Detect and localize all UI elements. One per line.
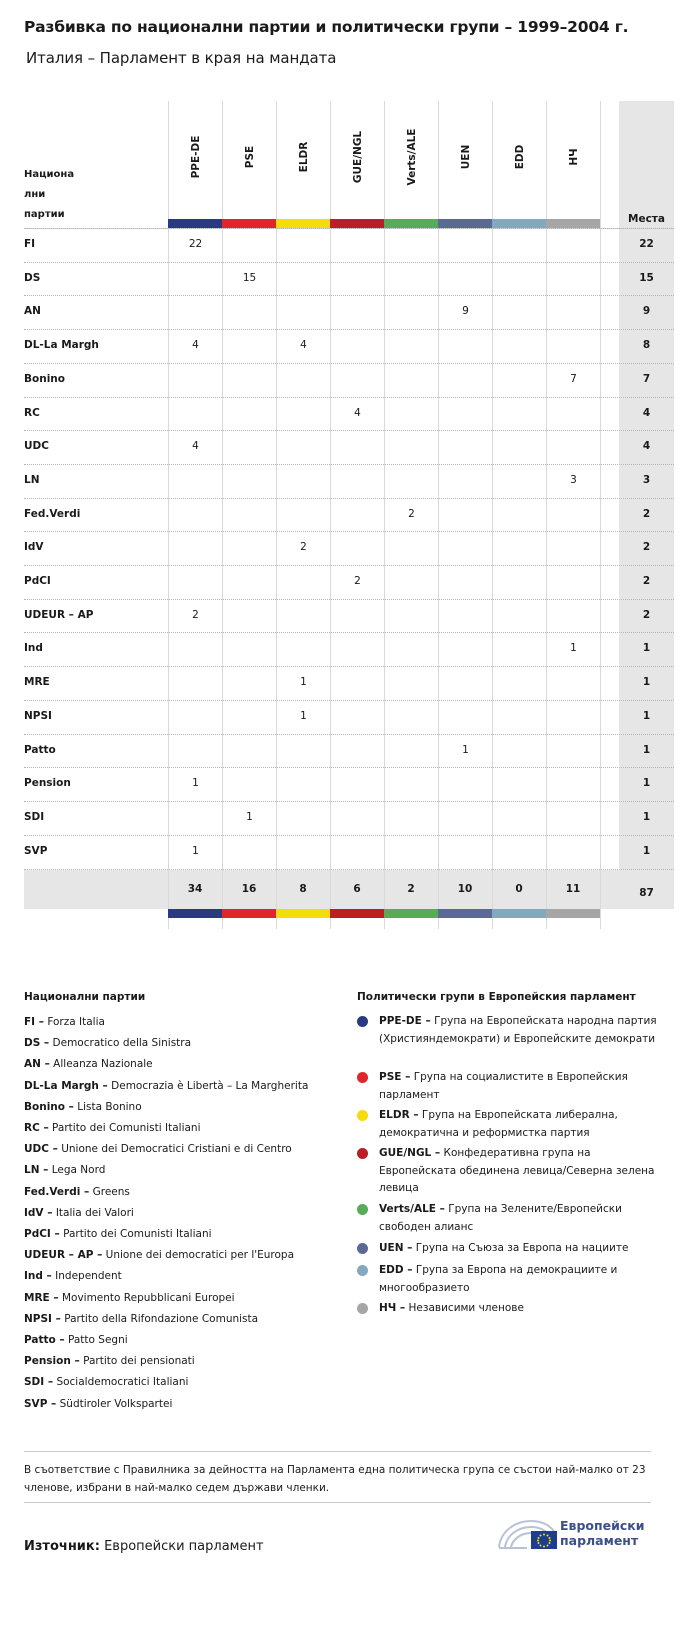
table-cell: 1 — [300, 709, 307, 722]
seats-value: 1 — [642, 810, 651, 823]
source-value: Европейски парламент — [104, 1539, 264, 1554]
party-abbr: IdV – — [24, 1206, 53, 1219]
table-row — [24, 295, 674, 330]
party-name: NPSI — [24, 709, 52, 722]
table-row — [24, 329, 674, 364]
group-color-dot — [357, 1110, 368, 1121]
table-row — [24, 599, 674, 634]
party-fullname: Greens — [92, 1185, 130, 1198]
group-color-dot — [357, 1303, 368, 1314]
seats-value: 9 — [642, 305, 651, 318]
party-legend-item — [24, 1206, 134, 1220]
source-label: Източник: — [24, 1539, 100, 1554]
group-description: Група на Европейската либерална, демократична и реформистка партия — [379, 1109, 618, 1139]
group-color-bar-bottom — [222, 909, 276, 918]
footnote: В съответствие с Правилника за дейността на Парламента една политическа група се състои най-малко от 23 членове, избрани в най-малко седем държави членки. — [24, 1464, 646, 1494]
group-color-bar — [384, 219, 438, 228]
group-total: 6 — [353, 883, 361, 895]
table-cell: 3 — [570, 473, 577, 486]
party-legend-item — [24, 1375, 188, 1389]
party-abbr: DL-La Margh – — [24, 1079, 108, 1092]
group-description: Група на Зелените/Европейски свободен алианс — [379, 1203, 622, 1233]
group-column-header — [438, 101, 493, 236]
party-name: Bonino — [24, 372, 65, 385]
table-row — [24, 430, 674, 465]
party-abbr: SVP – — [24, 1397, 57, 1410]
group-abbr: ELDR – — [379, 1109, 419, 1121]
party-abbr: FI – — [24, 1016, 44, 1028]
seats-value: 1 — [642, 777, 651, 790]
party-fullname: Forza Italia — [47, 1016, 105, 1028]
group-color-bar — [222, 219, 276, 228]
party-abbr: Pension – — [24, 1355, 80, 1368]
table-row — [24, 734, 674, 769]
group-column-header — [168, 101, 223, 236]
table-cell: 1 — [300, 676, 307, 689]
party-legend-item — [24, 1079, 308, 1093]
group-label: UEN — [459, 144, 472, 170]
seats-value: 7 — [642, 372, 651, 385]
logo-text: Европейски парламент — [560, 1518, 645, 1548]
table-cell: 7 — [570, 372, 577, 385]
seats-column-header: Места — [628, 213, 665, 225]
party-abbr: SDI – — [24, 1376, 54, 1389]
party-legend-item — [24, 1397, 172, 1411]
party-fullname: Partito della Rifondazione Comunista — [64, 1312, 259, 1325]
group-color-bar-bottom — [492, 909, 546, 918]
table-cell: 4 — [300, 339, 307, 352]
party-fullname: Partito dei Comunisti Italiani — [63, 1228, 212, 1240]
table-row — [24, 363, 674, 398]
party-fullname: Alleanza Nazionale — [53, 1058, 153, 1071]
group-color-bar-bottom — [276, 909, 330, 918]
party-fullname: Patto Segni — [68, 1334, 128, 1346]
group-color-dot — [357, 1072, 368, 1083]
seats-value: 1 — [642, 676, 651, 689]
table-row — [24, 464, 674, 499]
group-color-dot — [357, 1243, 368, 1254]
party-legend-item — [24, 1269, 122, 1283]
seats-value: 1 — [642, 844, 651, 857]
group-total: 11 — [565, 883, 581, 895]
table-divider — [24, 929, 674, 930]
seats-value: 1 — [642, 743, 651, 756]
page-subtitle: Италия – Парламент в края на мандата — [26, 49, 337, 67]
party-name: RC — [24, 406, 40, 419]
table-cell: 4 — [192, 440, 199, 453]
party-legend-item — [24, 1312, 258, 1326]
group-total: 16 — [241, 883, 257, 895]
party-legend-item — [24, 1291, 235, 1305]
group-description: Конфедеративна група на Европейската обединена левица/Северна зелена левица — [379, 1147, 655, 1194]
group-description: Група за Европа на демокрациите и многообразието — [379, 1264, 618, 1294]
table-row — [24, 531, 674, 566]
seats-table — [24, 101, 674, 954]
party-legend-item — [24, 1036, 191, 1050]
group-description: Независими членове — [408, 1302, 524, 1314]
group-abbr: UEN – — [379, 1242, 413, 1254]
group-abbr: EDD – — [379, 1264, 413, 1276]
party-fullname: Democratico della Sinistra — [52, 1037, 192, 1050]
group-column-header — [276, 101, 331, 236]
group-color-bar — [276, 219, 330, 228]
party-name: Ind — [24, 642, 43, 655]
party-fullname: Lista Bonino — [77, 1100, 142, 1113]
group-color-bar-bottom — [168, 909, 222, 918]
party-name: Fed.Verdi — [24, 507, 81, 520]
group-label: НЧ — [567, 148, 580, 166]
group-color-bar-bottom — [330, 909, 384, 918]
group-total: 2 — [407, 883, 415, 895]
party-legend-item — [24, 1057, 153, 1071]
group-description: Група на социалистите в Европейския парламент — [379, 1071, 628, 1101]
groups-legend-title: Политически групи в Европейския парламент — [357, 991, 636, 1003]
note-divider-bottom — [24, 1502, 651, 1503]
table-cell: 2 — [300, 541, 307, 554]
seats-value: 22 — [639, 238, 654, 250]
table-row — [24, 397, 674, 432]
seats-value: 4 — [642, 440, 651, 453]
totals-divider — [24, 869, 674, 870]
party-abbr: Fed.Verdi – — [24, 1185, 90, 1198]
table-cell: 1 — [462, 743, 469, 756]
party-legend-item — [24, 1354, 195, 1368]
group-color-bar-bottom — [384, 909, 438, 918]
seats-value: 1 — [642, 642, 651, 655]
group-label: GUE/NGL — [351, 130, 364, 184]
group-description: Група на Съюза за Европа на нациите — [415, 1242, 629, 1254]
group-color-bar — [492, 219, 546, 228]
party-legend-item — [24, 1163, 105, 1177]
parties-legend-title: Национални партии — [24, 991, 146, 1003]
group-column-header — [330, 101, 385, 236]
party-abbr: Bonino – — [24, 1100, 74, 1113]
party-legend-item — [24, 1248, 294, 1262]
party-abbr: AN – — [24, 1058, 50, 1071]
party-fullname: Socialdemocratici Italiani — [56, 1376, 189, 1389]
group-column-header — [546, 101, 601, 236]
party-name: LN — [24, 473, 40, 486]
table-cell: 1 — [192, 844, 199, 857]
party-name: IdV — [24, 541, 44, 554]
group-description: Група на Европейската народна партия (Християндемократи) и Европейските демократи — [379, 1015, 657, 1045]
group-abbr: Verts/ALE – — [379, 1203, 445, 1215]
seats-value: 8 — [642, 339, 651, 352]
group-color-bar-bottom — [438, 909, 492, 918]
table-cell: 4 — [192, 339, 199, 352]
seats-value: 2 — [642, 541, 651, 554]
party-fullname: Lega Nord — [51, 1164, 106, 1177]
total-seats: 87 — [639, 887, 654, 899]
table-row — [24, 565, 674, 600]
group-total: 10 — [457, 883, 473, 895]
party-abbr: Patto – — [24, 1334, 65, 1346]
table-row — [24, 632, 674, 667]
party-fullname: Südtiroler Volkspartei — [59, 1397, 173, 1410]
party-fullname: Democrazia è Libertà – La Margherita — [111, 1079, 309, 1092]
party-legend-item — [24, 1142, 292, 1156]
party-name: UDC — [24, 440, 49, 453]
seats-value: 15 — [639, 271, 654, 284]
party-name: SVP — [24, 844, 48, 857]
party-name: Pension — [24, 777, 71, 790]
table-cell: 2 — [354, 575, 361, 587]
party-name: PdCI — [24, 575, 51, 587]
seats-value: 2 — [642, 608, 651, 621]
source-line — [24, 1539, 264, 1554]
party-legend-item — [24, 1185, 130, 1199]
group-color-bar — [330, 219, 384, 228]
group-total: 34 — [187, 883, 203, 895]
note-divider-top — [24, 1451, 651, 1452]
party-legend-item — [24, 1333, 128, 1347]
group-color-dot — [357, 1016, 368, 1027]
group-column-header — [492, 101, 547, 236]
table-row — [24, 767, 674, 802]
party-fullname: Unione dei Democratici Cristiani e di Centro — [61, 1143, 292, 1156]
group-column-header — [384, 101, 439, 236]
party-legend-item — [24, 1227, 212, 1241]
group-abbr: НЧ – — [379, 1302, 406, 1314]
party-abbr: NPSI – — [24, 1312, 61, 1325]
seats-value: 2 — [642, 507, 651, 520]
group-column-header — [222, 101, 277, 236]
table-cell: 2 — [192, 608, 199, 621]
seats-value: 3 — [642, 473, 651, 486]
party-fullname: Partito dei pensionati — [83, 1355, 195, 1368]
party-abbr: PdCI – — [24, 1228, 60, 1240]
party-abbr: Ind – — [24, 1270, 52, 1283]
party-fullname: Movimento Repubblicani Europei — [61, 1291, 235, 1304]
party-fullname: Unione dei democratici per l'Europa — [105, 1249, 295, 1262]
table-cell: 4 — [354, 406, 361, 419]
party-name: Patto — [24, 743, 56, 756]
table-row — [24, 498, 674, 533]
hemicycle-icon — [497, 1513, 559, 1553]
group-color-dot — [357, 1204, 368, 1215]
group-color-bar — [168, 219, 222, 228]
table-row — [24, 700, 674, 735]
table-cell: 2 — [408, 507, 415, 520]
party-name: AN — [24, 305, 41, 318]
group-label: PSE — [243, 145, 256, 169]
party-abbr: DS – — [24, 1037, 50, 1050]
european-parliament-logo — [497, 1513, 657, 1553]
party-legend-item — [24, 1121, 201, 1135]
group-color-dot — [357, 1148, 368, 1159]
party-column-header: Национа лни партии — [24, 169, 75, 220]
group-total: 8 — [299, 883, 307, 895]
party-abbr: UDEUR – AP – — [24, 1249, 103, 1262]
group-label: ELDR — [297, 141, 310, 173]
group-abbr: GUE/NGL – — [379, 1147, 441, 1159]
table-cell: 1 — [246, 810, 253, 823]
party-legend-item — [24, 1015, 105, 1029]
group-abbr: PSE – — [379, 1071, 411, 1083]
table-cell: 15 — [242, 271, 257, 284]
party-fullname: Partito dei Comunisti Italiani — [52, 1122, 201, 1134]
party-abbr: RC – — [24, 1122, 49, 1134]
seats-value: 4 — [642, 406, 651, 419]
group-label: Verts/ALE — [405, 128, 418, 186]
table-cell: 1 — [192, 777, 199, 790]
group-total: 0 — [515, 883, 523, 895]
party-abbr: UDC – — [24, 1143, 58, 1156]
group-label: PPE-DE — [189, 135, 202, 179]
table-row — [24, 666, 674, 701]
party-fullname: Italia dei Valori — [55, 1206, 134, 1219]
party-name: MRE — [24, 676, 50, 689]
party-name: UDEUR – AP — [24, 608, 94, 621]
party-legend-item — [24, 1100, 142, 1114]
table-row — [24, 262, 674, 297]
table-cell: 22 — [188, 238, 203, 250]
group-color-bar-bottom — [546, 909, 600, 918]
party-fullname: Independent — [55, 1270, 122, 1283]
page-title: Разбивка по национални партии и политически групи – 1999–2004 г. — [24, 18, 629, 36]
table-row — [24, 801, 674, 836]
group-abbr: PPE-DE – — [379, 1015, 431, 1027]
table-row — [24, 835, 674, 870]
group-label: EDD — [513, 144, 526, 170]
seats-value: 1 — [642, 709, 651, 722]
party-name: FI — [24, 238, 36, 250]
seats-value: 2 — [642, 575, 651, 587]
party-name: DL-La Margh — [24, 339, 99, 352]
table-row — [24, 228, 674, 263]
group-color-dot — [357, 1265, 368, 1276]
party-name: DS — [24, 271, 41, 284]
group-color-bar — [438, 219, 492, 228]
table-cell: 1 — [570, 642, 577, 655]
party-abbr: LN – — [24, 1164, 49, 1177]
group-color-bar — [546, 219, 600, 228]
party-abbr: MRE – — [24, 1291, 59, 1304]
table-cell: 9 — [462, 305, 469, 318]
party-name: SDI — [24, 810, 45, 823]
